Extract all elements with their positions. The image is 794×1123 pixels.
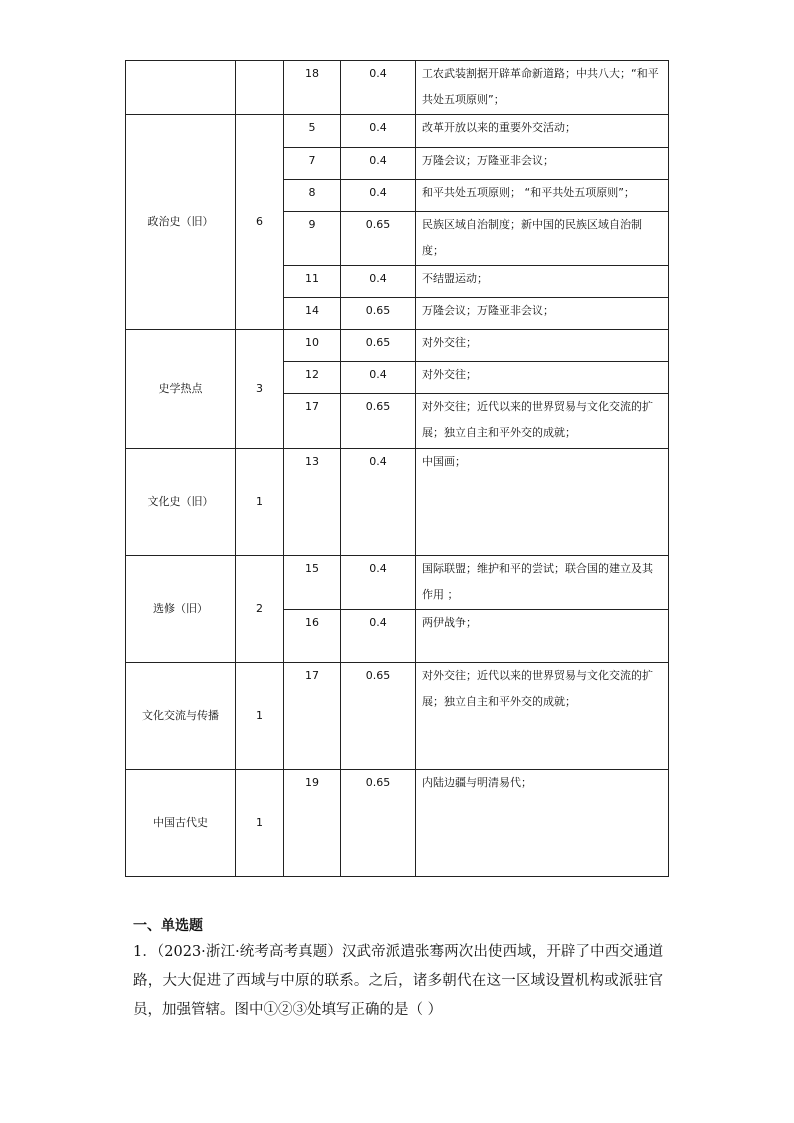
knowledge-point-cell [416,610,669,663]
question-number-cell: 15 [284,556,341,610]
difficulty-cell: 0.65 [341,770,416,877]
difficulty-cell: 0.4 [341,449,416,556]
knowledge-point-cell [416,770,669,877]
knowledge-point-cell [416,394,669,449]
question-number-cell: 8 [284,180,341,212]
question-text: 1．（2023·浙江·统考高考真题）汉武帝派遣张骞两次出使西域，开辟了中西交通道路，大大促进了西域与中原的联系。之后，诸多朝代在这一区域设置机构或派驻官员，加强管辖。图中①②③处填写正确的是（ ） [133,944,663,1018]
difficulty-cell: 0.65 [341,298,416,330]
knowledge-point-text: 民族区域自治制度；新中国的民族区域自治制度； [422,218,642,257]
question-number-cell: 7 [284,148,341,180]
category-cell: 史学热点 [126,330,236,449]
difficulty-cell: 0.4 [341,61,416,115]
question-number-cell: 19 [284,770,341,877]
table-row [126,115,669,148]
knowledge-point-cell [416,449,669,556]
table-row [126,330,669,362]
knowledge-point-text: 对外交往； [422,336,477,349]
knowledge-point-cell [416,266,669,298]
category-cell: 选修（旧） [126,556,236,663]
knowledge-point-text: 内陆边疆与明清易代； [422,776,532,789]
knowledge-point-text: 对外交往；近代以来的世界贸易与文化交流的扩展；独立自主和平外交的成就； [422,669,653,708]
question-number-cell: 9 [284,212,341,266]
difficulty-cell: 0.65 [341,663,416,770]
knowledge-point-cell [416,180,669,212]
difficulty-cell: 0.65 [341,394,416,449]
count-cell: 3 [236,330,284,449]
table-row [126,770,669,877]
difficulty-cell: 0.4 [341,362,416,394]
question-number-cell: 10 [284,330,341,362]
count-cell: 2 [236,556,284,663]
table-row [126,449,669,556]
table-row [126,556,669,610]
question-number-cell: 17 [284,663,341,770]
category-cell: 文化交流与传播 [126,663,236,770]
knowledge-point-text: 不结盟运动； [422,272,488,285]
knowledge-point-cell [416,362,669,394]
table-row [126,663,669,770]
difficulty-cell: 0.4 [341,266,416,298]
question-number-cell: 17 [284,394,341,449]
knowledge-point-text: 改革开放以来的重要外交活动； [422,121,576,134]
knowledge-point-cell [416,298,669,330]
difficulty-cell: 0.65 [341,212,416,266]
knowledge-point-text: 对外交往； [422,368,477,381]
knowledge-point-text: 两伊战争； [422,616,477,629]
question-number-cell: 16 [284,610,341,663]
knowledge-point-cell [416,115,669,148]
difficulty-cell: 0.4 [341,556,416,610]
knowledge-point-text: 万隆会议；万隆亚非会议； [422,154,554,167]
knowledge-point-cell [416,61,669,115]
category-cell [126,61,236,115]
category-cell: 政治史（旧） [126,115,236,330]
question-number-cell: 5 [284,115,341,148]
question-number-cell: 13 [284,449,341,556]
knowledge-point-text: 工农武装割据开辟革命新道路；中共八大；“和平共处五项原则”； [422,67,659,106]
knowledge-point-cell [416,330,669,362]
knowledge-point-table [125,60,669,877]
knowledge-point-cell [416,663,669,770]
difficulty-cell: 0.4 [341,115,416,148]
knowledge-point-text: 国际联盟；维护和平的尝试；联合国的建立及其作用 ； [422,562,653,601]
question-number-cell: 12 [284,362,341,394]
knowledge-point-cell [416,212,669,266]
knowledge-point-cell [416,556,669,610]
knowledge-point-text: 和平共处五项原则； “和平共处五项原则”； [422,186,635,199]
question-number-cell: 18 [284,61,341,115]
question-section [133,916,663,1025]
difficulty-cell: 0.4 [341,610,416,663]
knowledge-point-text: 中国画； [422,455,466,468]
difficulty-cell: 0.4 [341,180,416,212]
count-cell: 1 [236,449,284,556]
category-cell: 文化史（旧） [126,449,236,556]
knowledge-point-text: 万隆会议；万隆亚非会议； [422,304,554,317]
difficulty-cell: 0.4 [341,148,416,180]
knowledge-point-cell [416,148,669,180]
section-title: 一、单选题 [133,918,203,934]
question-number-cell: 14 [284,298,341,330]
knowledge-point-text: 对外交往；近代以来的世界贸易与文化交流的扩展；独立自主和平外交的成就； [422,400,653,439]
count-cell: 6 [236,115,284,330]
count-cell: 1 [236,663,284,770]
table-row [126,61,669,115]
count-cell [236,61,284,115]
count-cell: 1 [236,770,284,877]
question-number-cell: 11 [284,266,341,298]
difficulty-cell: 0.65 [341,330,416,362]
category-cell: 中国古代史 [126,770,236,877]
